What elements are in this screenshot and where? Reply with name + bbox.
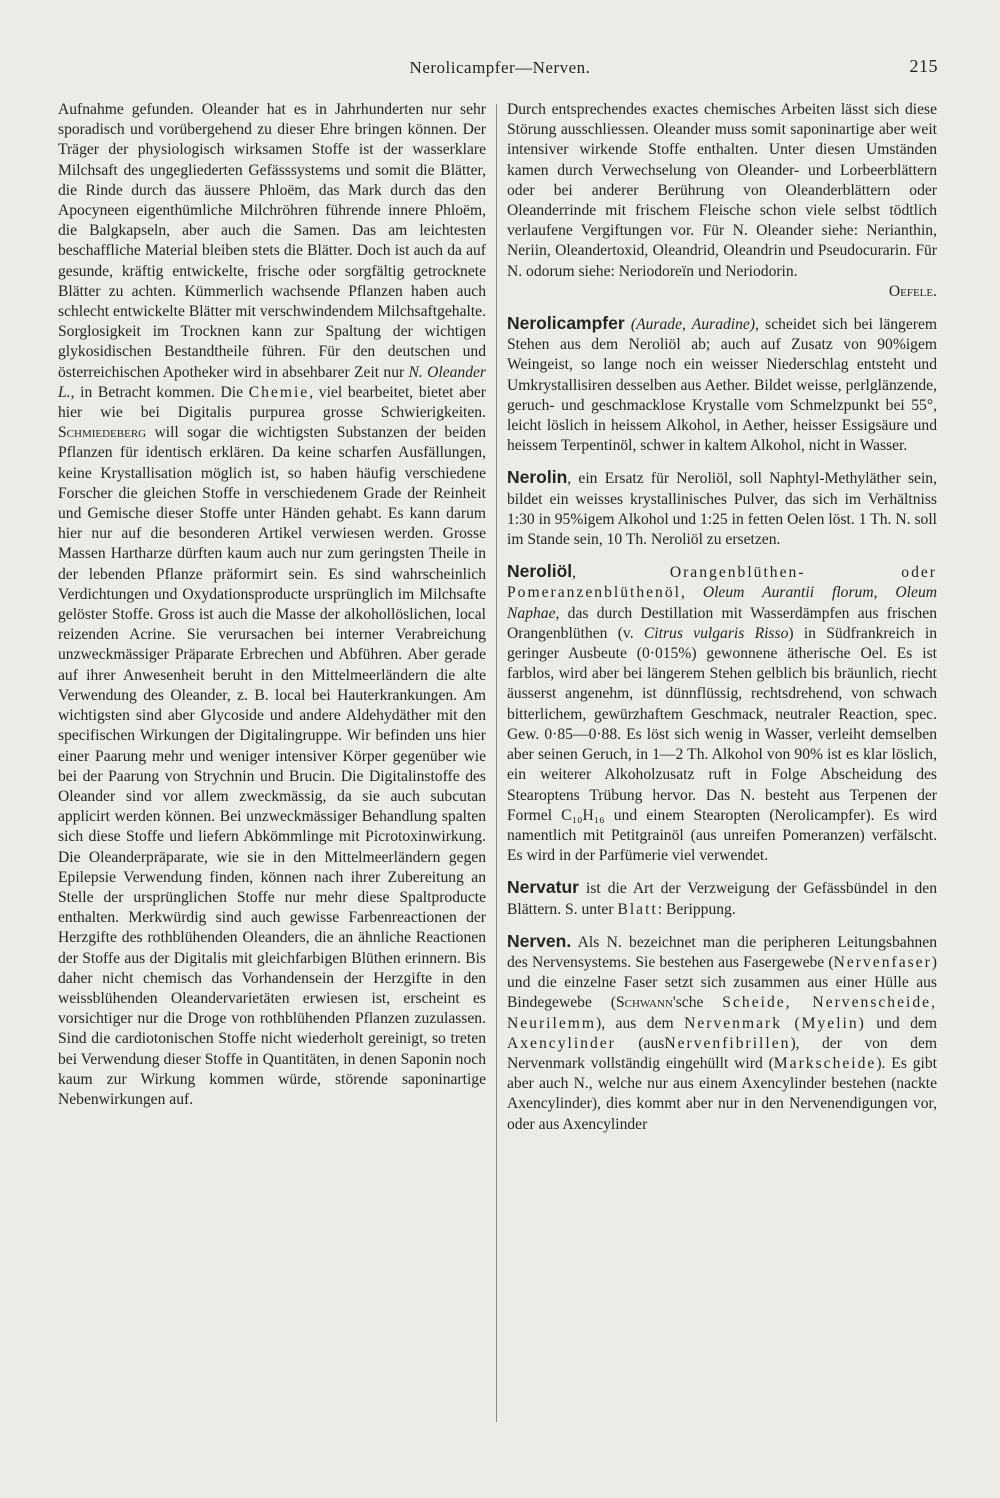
italic-text: Citrus vulgaris Risso (643, 624, 789, 642)
oleander-continuation (58, 100, 486, 1110)
spaced-text: Scheide, Nervenscheide, Neurilemm (507, 994, 937, 1032)
text: Aufnahme gefunden. Oleander hat es in Jahrhunderten nur sehr sporadisch und vorübergehend zu dieser Ehre bringen können. Der Träger der physiologisch wirksamen Stoffe ist der wasserklare Milchsaft des ungegliederten Gefässsystems und somit die Blätter, die Rinde durch das äussere Phloëm, das Mark durch das den Apocyneen eigenthümliche Milchröhren führende innere Phloëm, die Balgkapseln, aber auch die Samen. Das am leichtesten beschaffliche Material bleiben stets die Blätter. Doch ist auch da auf gesunde, kräftig entwickelte, frische oder sorgfältig getrocknete Blätter zu achten. Kümmerlich wachsende Pflanzen haben auch schlecht entwickelte Blätter mit verschwindendem Milchsaftgehalte. Sorglosigkeit im Trocknen kann zur Spaltung der wichtigen glykosidischen Bestandtheile führen. Für den deutschen und österreichischen Apotheker wird in absehbarer Zeit nur (58, 101, 486, 381)
author-name: Schwann (615, 994, 673, 1012)
spaced-text: Blatt (617, 900, 658, 918)
entry-heading: Nerolicampfer (507, 313, 625, 334)
text: und dem (876, 1014, 937, 1032)
spaced-text: Nervenfibrillen (664, 1034, 791, 1052)
italic-text: N. Oleander L. (58, 363, 486, 401)
text: , ein Ersatz für Neroliöl, soll Naphtyl-Methyläther sein, bildet ein weisses krystallinisches Pulver, das sich im Verhältniss 1:30 in 95%igem Alkohol und 1:25 in fetten Oelen löst. 1 Th. N. soll im Stande sein, 10 Th. Neroliöl zu ersetzen. (507, 470, 937, 549)
entry-heading: Neroliöl (507, 561, 573, 582)
spaced-text: Nervenfaser (833, 953, 932, 971)
entry-neroliol: Neroliöl, Orangenblüthen- oder Pomeranzenblüthenöl, Oleum Aurantii florum, Oleum Naphae, das durch Destillation mit Wasserdämpfen aus frischen Orangenblüthen (v. Citrus vulgaris Risso) in Südfrankreich in geringer Ausbeute (0·015%) gewonnene ätherische Oel. Es ist farblos, wird aber bei längerem Stehen gelblich bis bräunlich, riecht äusserst angenehm, ist dünnflüssig, rechtsdrehend, von schwach bitterlichem, gewürzhaftem Geschmack, neutraler Reaction, spec. Gew. 0·85—0·88. Es löst sich wenig in Wasser, verleiht demselben aber seinen Geruch, in 1—2 Th. Alkohol von 90% ist es klar löslich, ein weiterer Alkoholzusatz ruft in Folge Abscheidung des Stearoptens Trübung hervor. Das N. besteht aus Terpenen der Formel C₁₀H₁₆ und einem Stearopten (Nerolicampfer). Es wird namentlich mit Petitgrainöl (aus unreifen Pomeranzen) verfälscht. Es wird in der Parfümerie viel verwendet. (507, 561, 937, 865)
text: ) in Südfrankreich in geringer Ausbeute (0·015%) gewonnene ätherische Oel. Es ist farblos, wird aber bei längerem Stehen gelblich bis bräunlich, riecht äusserst angenehm, ist dünnflüssig, rechtsdrehend, von schwach bitterlichem, gewürzhaftem Geschmack, neutraler Reaction, spec. Gew. 0·85—0·88. Es löst sich wenig in Wasser, verleiht demselben aber seinen Geruch, in 1—2 Th. Alkohol von 90% ist es klar löslich, ein weiterer Alkoholzusatz ruft in Folge Abscheidung des Stearoptens Trübung hervor. Das N. besteht aus Terpenen der Formel C₁₀H₁₆ und einem Stearopten (Nerolicampfer). Es wird namentlich mit Petitgrainöl (aus unreifen Pomeranzen) verfälscht. Es wird in der Parfümerie viel verwendet. (507, 624, 937, 865)
author-signature: Oefele. (888, 282, 937, 300)
text: ist die Art der Verzweigung der Gefässbündel in den Blättern. S. unter (507, 880, 937, 918)
text: , in Betracht kommen. Die (70, 383, 244, 401)
right-column (507, 100, 937, 1135)
page-number: 215 (909, 56, 938, 76)
running-head (60, 58, 940, 84)
left-column (58, 100, 486, 1110)
text: will sogar die wichtigsten Substanzen der beiden Pflanzen für identisch erklären. Da keine scharfen Ausfällungen, keine Krystallisation möglich ist, so haben häufig verschiedene Forscher die gleichen Stoffe in verschiedenem Grade der Reinheit und Gemische dieser Stoffe unter Händen gehabt. Es kann darum hier nur auf die besonderen Artikel verwiesen werden. Grosse Massen Hartharze dürften kaum auch nur zum geringsten Theile in der lebenden Pflanze präformirt sein. Es sind wahrscheinlich Verdichtungen und Oxydationsproducte ursprünglich im Milchsafte gelöster Stoffe. Gross ist auch die Masse der alkohollöslichen, local reizenden Acrine. Sie verursachen bei interner Verabreichung unzweckmässiger Präparate Erbrechen und Abführen. Aber gerade auf ihrer Anwesenheit beruht in den Mittelmeerländern die alte Verwendung des Oleander, z. B. local bei Hauterkrankungen. Am wichtigsten sind aber Glycoside und andere Aldehydäther mit den specifischen Wirkungen der Digitalingruppe. Wir befinden uns hier einer Paarung mehr und weniger intensiver Körper gegenüber wie bei der Paarung von Strychnin und Brucin. Die Digitalinstoffe des Oleander sind vor allem zweckmässig, da sie auch subcutan applicirt werden können. Bei unzweckmässiger Behandlung spalten sich diese Stoffe und liefern Abkömmlinge mit Picrotoxinwirkung. Die Oleanderpräparate, wie sie in den Mittelmeerländern gegen Epilepsie Verwendung finden, können nach ihrer Zubereitung an Stelle der ursprünglichen Stoffe nur mehr diese Spaltproducte enthalten. Merkwürdig sind auch gewisse Farbenreactionen der Herzgifte des rothblühenden Oleanders, die an ähnliche Reactionen der Stoffe aus der Digitalis mit gleichfarbigen Blüthen erinnern. Bis daher nicht chemisch das Vorhandensein der Herzgifte in den weissblühenden Oleandervarietäten erwiesen ist, erscheint es vorsichtiger nur die Droge von rothblühenden Pflanzen zuzulassen. Sind die cardiotonischen Stoffe nicht wiederholt gereinigt, so treten bei Verwendung dieser Stoffe in Quantitäten, in denen Saponin noch kaum zur Wirkung kommen würde, störende saponinartige Nebenwirkungen auf. (58, 424, 486, 1108)
text: ), aus dem (596, 1014, 674, 1032)
text: Durch entsprechendes exactes chemisches Arbeiten lässt sich diese Störung ausschliessen. Oleander muss somit saponinartige aber weit intensiver wirkende Stoffe enthalten. Unter diesen Umständen kamen durch Verwechselung von Oleander- und Lorbeerblättern oder bei anderer Berührung von Oleanderblättern oder Oleanderrinde mit frischem Fleische schon viele selbst tödtlich verlaufene Vergiftungen vor. Für N. Oleander siehe: Nerianthin, Neriin, Oleandertoxid, Oleandrid, Oleandrin und Pseudocurarin. Für N. odorum siehe: Neriodoreïn und Neriodorin. (507, 101, 937, 280)
text: (aus (638, 1034, 665, 1052)
text: : Berippung. (657, 900, 736, 918)
text: , scheidet sich bei längerem Stehen aus dem Neroliöl ab; auch auf Zusatz von 90%igem Weingeist, so lange noch ein weisser Niederschlag entsteht und Umkrystallisiren desselben aus Aether. Bildet weisse, perlglänzende, geruch- und geschmacklose Krystalle vom Schmelzpunkt bei 55°, leicht löslich in heissem Alkohol, in Aether, heisser Essigsäure und heissem Terpentinöl, schwer in kaltem Alkohol, nicht in Wasser. (507, 316, 938, 455)
entry-nervatur (507, 877, 937, 919)
text: , das durch Destillation mit Wasserdämpfen aus frischen Orangenblüthen (v. (507, 604, 937, 642)
oleander-continuation-end (507, 100, 937, 302)
spaced-text: Nervenmark (Myelin) (684, 1014, 866, 1032)
spaced-text: Markscheide (773, 1054, 877, 1072)
running-title: Nerolicampfer—Nerven. (409, 58, 591, 77)
entry-nerolin (507, 467, 937, 550)
entry-heading: Nerven. (507, 930, 572, 951)
entry-nerven (507, 931, 937, 1135)
author-name: Schmiedeberg (58, 424, 147, 442)
synonyms: (Aurade, Auradine) (630, 316, 756, 334)
spaced-text: Orangenblüthen- oder Pomeranzenblüthenöl (507, 564, 937, 602)
entry-nerolicampfer (507, 313, 937, 456)
text: ), der von dem Nervenmark vollständig eingehüllt wird ( (507, 1034, 938, 1072)
entry-heading: Nerolin (507, 467, 568, 488)
text: ). Es gibt aber auch N., welche nur aus einem Axencylinder bestehen (nackte Axencylinder), dies kommt aber nur in den Nervenendigungen vor, oder aus Axencylinder (507, 1054, 937, 1133)
entry-heading: Nervatur (507, 877, 579, 898)
text: Als N. bezeichnet man die peripheren Leitungsbahnen des Nervensystems. Sie bestehen aus Fasergewebe ( (507, 933, 937, 971)
column-divider (496, 104, 497, 1422)
text: 'sche (672, 994, 704, 1012)
text: , viel bearbeitet, bietet aber hier wie bei Digitalis purpurea grosse Schwierigkeiten. (58, 383, 486, 422)
spaced-text: Axencylinder (507, 1034, 616, 1052)
spaced-text: Chemie (248, 383, 310, 401)
text: ) und die einzelne Faser setzt sich zusammen aus einer Hülle aus Bindegewebe ( (507, 953, 937, 1012)
synonyms: Oleum Aurantii florum, Oleum Naphae (507, 584, 937, 622)
